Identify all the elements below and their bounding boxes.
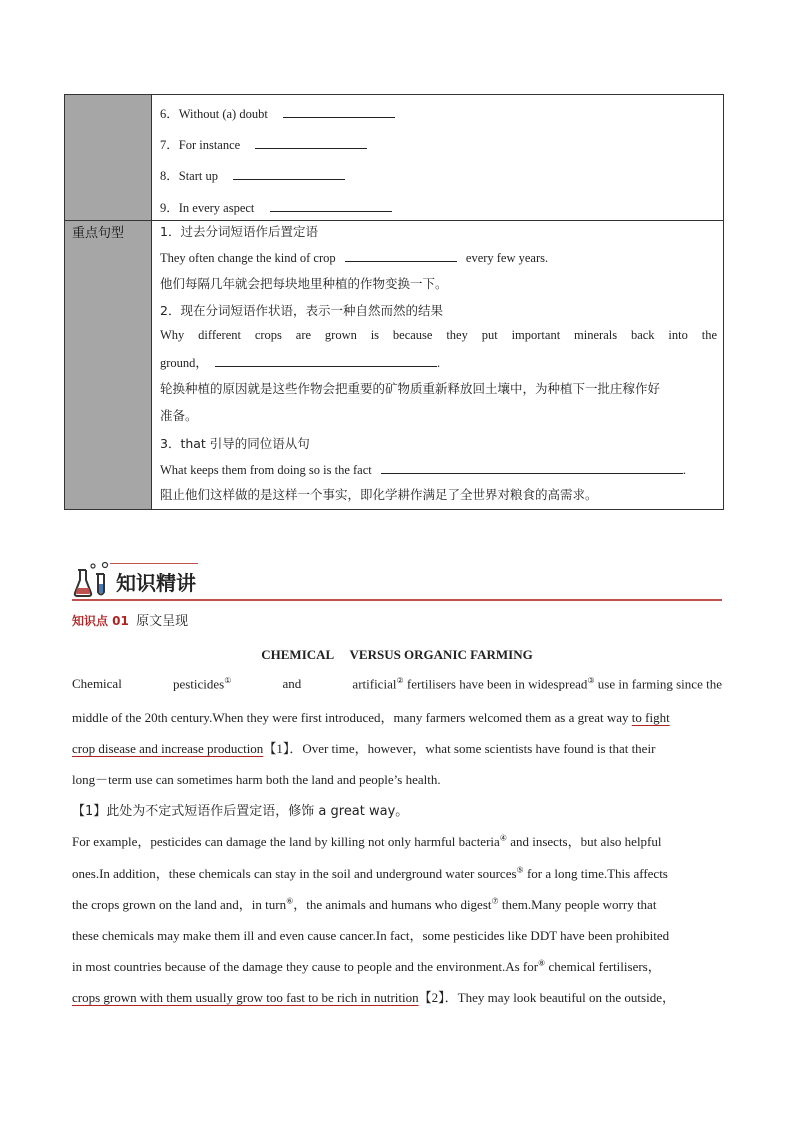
answer-blank[interactable] [345,249,457,262]
pattern-heading: 3．that 引导的同位语从句 [160,436,310,451]
section-header [72,560,722,600]
word-text: artificial [352,676,397,692]
pattern-example [160,353,440,371]
word-text: use in farming since the [597,676,722,692]
line-text: chemical fertilisers， [545,959,661,974]
note-mark: ⑥ [286,896,294,906]
pattern-translation: 他们每隔几年就会把每块地里种植的作物变换一下。 [160,276,448,291]
example-text: . [682,463,686,477]
note-mark: ④ [499,833,507,843]
section-rule [72,599,722,601]
underlined-text: crops grown with them usually grow too fast to be rich in nutrition [72,990,419,1005]
section-title: 知识精讲 [116,571,196,595]
pattern-example: Why different crops are grown is because they put important minerals back into the [160,328,717,342]
word-text: fertilisers have been in widespread [406,676,588,692]
article-line [72,956,722,975]
article-line [72,831,722,850]
example-text: What keeps them from doing so is the fact [160,463,372,477]
knowledge-point-label [72,610,188,629]
pattern-example [160,461,686,478]
answer-blank[interactable] [255,136,367,149]
phrase-text: 9．In every aspect [160,201,255,215]
phrase-row [160,135,367,153]
pattern-translation: 阻止他们这样做的是这样一个事实，即化学耕作满足了全世界对粮食的高需求。 [160,487,598,502]
article-line [72,738,722,757]
flask-icon [72,560,112,600]
word: Chemical [72,676,122,691]
article-line [72,987,722,1006]
answer-blank[interactable] [233,167,345,180]
article-line: these chemicals may make them ill and even cause cancer.In fact，some pesticides like DDT have been prohibited [72,928,670,943]
line-text: them.Many people worry that [498,897,657,912]
note-mark: ⑧ [538,958,546,968]
article-line [72,863,722,882]
example-text: every few years. [465,251,549,265]
answer-blank[interactable] [215,354,437,367]
pattern-example [160,249,548,266]
answer-blank[interactable] [381,461,683,474]
article-line: long－term use can sometimes harm both the land and people’s health. [72,772,441,787]
word [352,676,722,692]
table-row-divider [65,220,723,221]
knowledge-point-name: 原文呈现 [136,614,189,629]
pattern-translation: 轮换种植的原因就是这些作物会把重要的矿物质重新释放回土壤中，为种植下一批庄稼作好 [160,381,661,396]
article-title: CHEMICAL VERSUS ORGANIC FARMING [261,647,533,662]
pattern-heading: 2．现在分词短语作状语，表示一种自然而然的结果 [160,303,443,318]
note-mark: ① [224,676,232,685]
article-line [72,894,722,913]
example-text: ground， [160,356,208,370]
line-text: ，the animals and humans who digest [293,897,492,912]
line-text: the crops grown on the land and，in turn [72,897,287,912]
line-text: and insects，but also helpful [506,834,662,849]
word-text: pesticides [172,676,225,692]
line-text: middle of the 20th century.When they were first introduced，many farmers welcomed them as a great way [72,710,632,725]
phrase-text: 6．Without (a) doubt [160,107,268,121]
line-text: ones.In addition，these chemicals can stay in the soil and underground water sources [72,866,517,881]
sentence-pattern-label: 重点句型 [72,226,125,241]
note-mark: ③ [587,676,595,685]
article-line [72,676,722,692]
underlined-text: to fight [631,710,670,725]
pattern-translation: 准备。 [160,408,198,423]
underlined-text: crop disease and increase production [72,741,264,756]
line-text: 【1】．Over time，however，what some scientists have found is that their [263,741,656,756]
knowledge-point-number: 知识点 01 [72,614,129,628]
note-mark: ⑤ [516,865,524,875]
answer-blank[interactable] [283,105,395,118]
word: and [282,676,302,691]
example-text: . [437,356,441,370]
phrase-text: 7．For instance [160,138,241,152]
line-text: for a long time.This affects [523,866,668,881]
example-text: They often change the kind of crop [160,251,336,265]
pattern-heading: 1．过去分词短语作后置定语 [160,224,318,239]
line-text: 【2】．They may look beautiful on the outside， [418,990,675,1005]
phrase-row [160,166,345,184]
word [173,676,231,692]
answer-blank[interactable] [270,199,392,212]
phrase-row [160,104,395,122]
note-mark: ⑦ [491,896,499,906]
line-text: For example，pesticides can damage the land by killing not only harmful bacteria [72,834,500,849]
phrase-row [160,198,392,216]
annotation-note: 【1】此处为不定式短语作后置定语，修饰 a great way。 [72,804,409,819]
article-line [72,707,722,726]
phrase-text: 8．Start up [160,169,218,183]
line-text: in most countries because of the damage they cause to people and the environment.As for [72,959,539,974]
note-mark: ② [396,676,404,685]
table-label-column [65,95,152,509]
